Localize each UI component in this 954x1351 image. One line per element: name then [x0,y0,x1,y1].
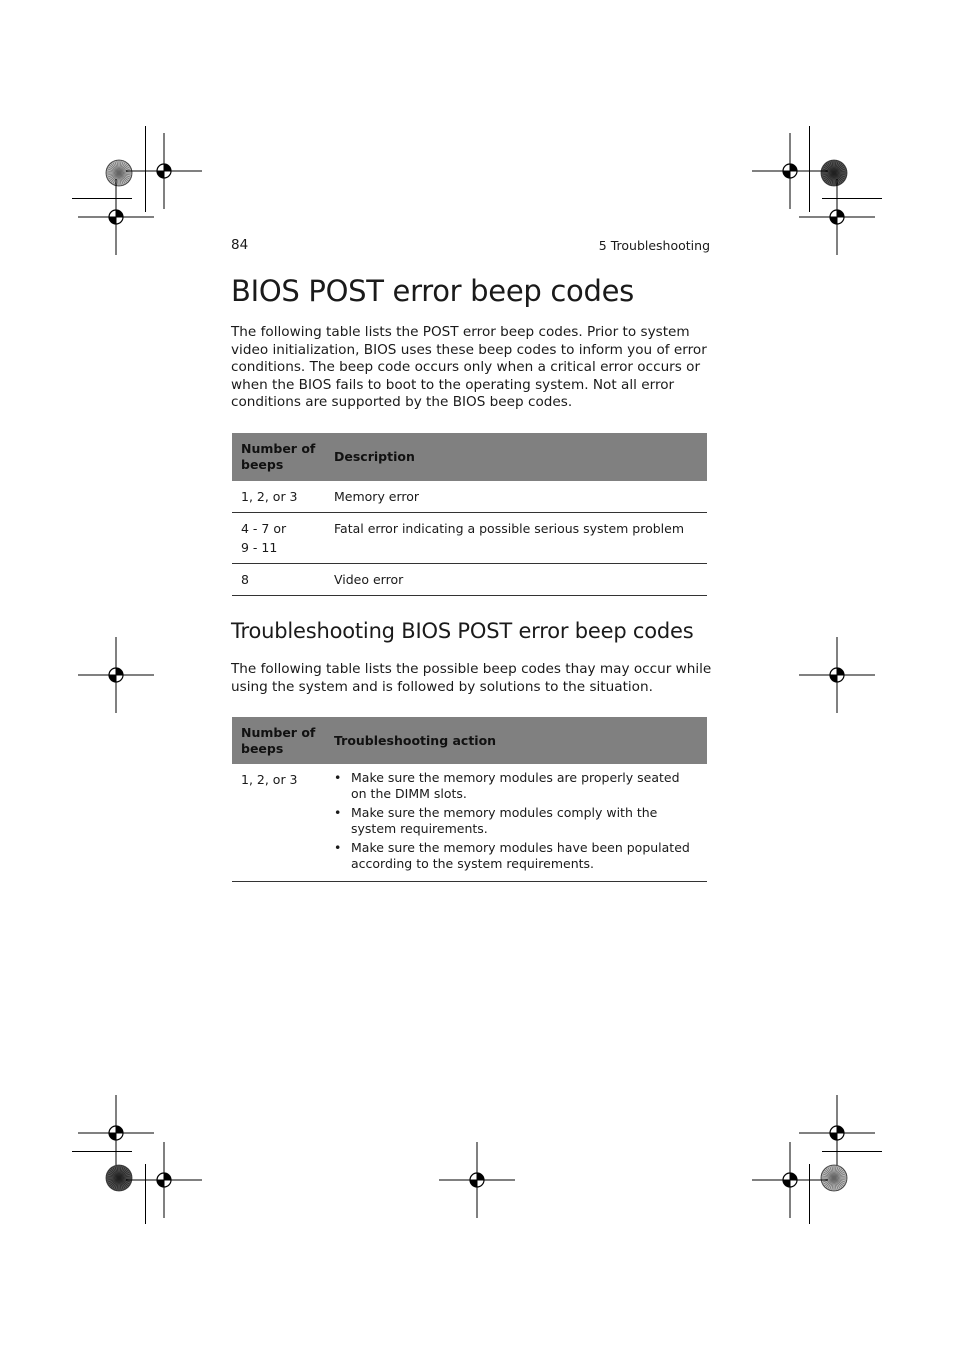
column-header-beeps: Number of beeps [232,433,325,481]
troubleshooting-table [232,717,707,882]
description-cell: Video error [325,564,707,596]
registration-target-icon [437,1140,517,1220]
beep-codes-table [232,433,707,596]
table-row [232,564,707,596]
table-header-row [232,717,707,764]
action-item: • Make sure the memory modules comply with the system requirements. [334,805,699,837]
section-title: BIOS POST error beep codes [231,274,634,308]
action-cell [325,764,707,882]
action-item: • Make sure the memory modules have been populated according to the system requirements. [334,840,699,872]
registration-target-icon [76,635,156,715]
subsection-intro: The following table lists the possible beep codes thay may occur while using the system and is followed by solutions to the situation. [231,661,712,695]
beeps-cell: 8 [232,564,325,596]
crop-mark [822,198,882,199]
page-number: 84 [231,237,249,253]
registration-target-icon [76,177,156,257]
crop-mark [72,1151,132,1152]
column-header-action: Troubleshooting action [325,717,707,764]
action-list [334,770,699,872]
table-row [232,513,707,564]
beeps-cell: 1, 2, or 3 [232,764,325,882]
crop-mark [72,198,132,199]
description-cell: Fatal error indicating a possible serious system problem [325,513,707,564]
beeps-cell [232,513,325,564]
crop-mark [809,1164,810,1224]
registration-target-icon [750,1140,830,1220]
crop-mark [145,126,146,212]
subsection-title: Troubleshooting BIOS POST error beep codes [231,619,694,643]
crop-mark [822,1151,882,1152]
table-row [232,764,707,882]
column-header-description: Description [325,433,707,481]
action-item: • Make sure the memory modules are properly seated on the DIMM slots. [334,770,699,802]
crop-mark [809,126,810,212]
beeps-cell: 1, 2, or 3 [232,481,325,513]
column-header-beeps: Number of beeps [232,717,325,764]
crop-mark [145,1164,146,1224]
beeps-line: 9 - 11 [241,540,278,555]
table-row [232,481,707,513]
beeps-line: 4 - 7 or [241,521,287,536]
table-header-row [232,433,707,481]
section-intro: The following table lists the POST error beep codes. Prior to system video initialization, BIOS uses these beep codes to inform you of error conditions. The beep code occurs only when a critical error occurs or when the BIOS fails to boot to the operating system. Not all error conditions are supported by the BIOS beep codes. [231,324,707,411]
registration-target-icon [797,635,877,715]
running-head: 5 Troubleshooting [598,238,710,253]
description-cell: Memory error [325,481,707,513]
registration-target-icon [124,1140,204,1220]
